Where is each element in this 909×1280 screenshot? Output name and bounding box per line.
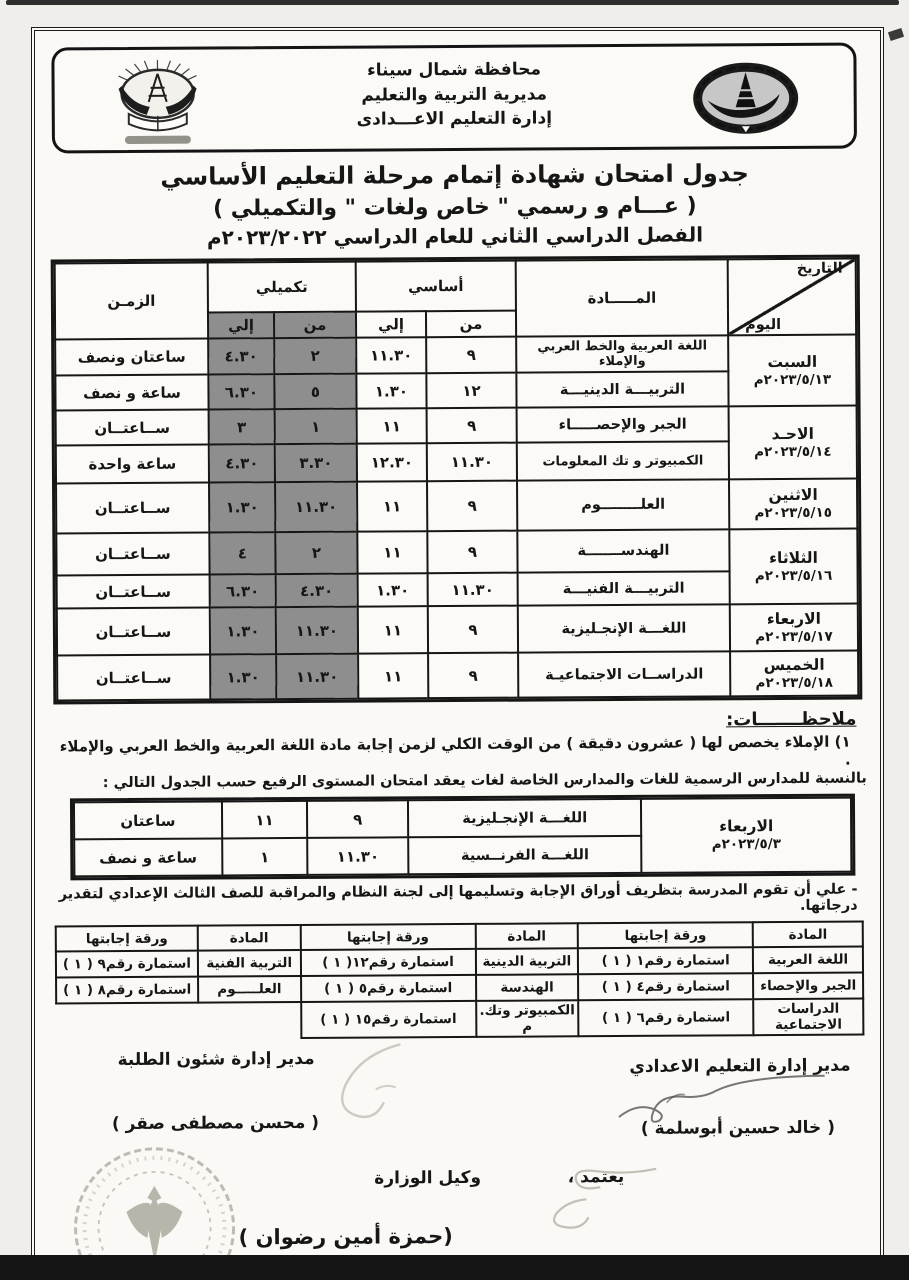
sheet-col-header: ورقة إجابتها	[300, 924, 475, 950]
supp-from-cell: ٢	[274, 338, 356, 375]
subject-cell: الدراسات الاجتماعية	[753, 999, 863, 1036]
subject-col-header: المادة	[753, 922, 863, 948]
subject-col-header: المادة	[475, 923, 578, 949]
basic-from-cell: ١٢	[426, 373, 516, 409]
basic-from-header: من	[426, 311, 516, 338]
answer-sheets-table	[55, 921, 865, 1041]
supp-to-cell: ٣	[209, 409, 275, 444]
left-signer-name: ( محسن مصطفى صقر )	[111, 1112, 320, 1135]
directorate-line: مديرية التربية والتعليم	[361, 84, 548, 106]
duration-cell: ســاعتــان	[56, 483, 209, 534]
subject-cell: الجبر والإحصـــــاء	[517, 406, 729, 442]
sheet-cell: استمارة رقم٥ ( ١ )	[301, 975, 476, 1002]
letterhead-box	[51, 43, 857, 154]
sheet-cell: استمارة رقم١ ( ١ )	[578, 947, 753, 974]
day-cell: الاحـد ٢٠٢٣/٥/١٤م	[729, 406, 857, 480]
subject-cell: الكمبيوتر و تك المعلومات	[517, 441, 729, 480]
subject-cell: التربية الدينية	[476, 948, 579, 975]
governorate-line: محافظة شمال سيناء	[366, 59, 542, 81]
subject-cell: الكمبيوتر وتك. م	[476, 1000, 579, 1037]
from-cell: ٩	[307, 800, 408, 838]
from-cell: ١١.٣٠	[307, 837, 408, 875]
right-signer-name: ( خالد حسين أبوسلمة )	[640, 1117, 836, 1139]
basic-to-cell: ١.٣٠	[358, 573, 428, 606]
administration-line: إدارة التعليم الاعـــدادى	[356, 108, 553, 130]
duration-cell: ســاعتــان	[57, 655, 210, 701]
supp-from-header: من	[274, 312, 356, 339]
duration-cell: ساعة و نصف	[55, 375, 208, 411]
basic-from-cell: ١١.٣٠	[427, 443, 517, 482]
basic-header: أساسي	[356, 261, 516, 312]
day-cell: الاربعاء ٢٠٢٣/٥/١٧م	[730, 604, 858, 652]
basic-from-cell: ١١.٣٠	[428, 573, 518, 607]
exam-schedule-table-wrap	[51, 255, 863, 705]
deputy-title: وكيل الوزارة	[374, 1167, 482, 1189]
level-exam-table	[73, 797, 852, 878]
supp-from-cell: ١١.٣٠	[275, 482, 357, 532]
day-cell: الاثنين ٢٠٢٣/٥/١٥م	[729, 479, 857, 530]
sheet-cell: استمارة رقم٤ ( ١ )	[578, 973, 753, 1000]
duration-header: الزمـن	[55, 263, 208, 340]
basic-to-header: إلي	[356, 311, 426, 337]
sheet-cell: استمارة رقم٦ ( ١ )	[578, 999, 753, 1036]
subject-cell: الدراســات الاجتماعيـة	[518, 651, 730, 697]
basic-to-cell: ١٢.٣٠	[357, 443, 427, 481]
subject-cell: اللغـــة الإنجـليزية	[408, 799, 641, 837]
document-subtitle: ( عـــام و رسمي " خاص ولغات " والتكميلي )	[212, 193, 697, 222]
sheet-cell: استمارة رقم٨ ( ١ )	[56, 977, 198, 1004]
subject-cell: التربيـــة الدينيـــة	[516, 371, 728, 407]
empty-cell	[56, 1003, 198, 1040]
day-cell: الخميس ٢٠٢٣/٥/١٨م	[730, 651, 858, 697]
pencil-signature-icon	[516, 1159, 676, 1240]
subject-cell: التربيـــة الفنيـــة	[518, 571, 730, 605]
document-title: جدول امتحان شهادة إتمام مرحلة التعليم الأساسي	[160, 159, 750, 191]
supp-to-header: إلي	[208, 312, 274, 338]
supp-to-cell: ٦.٣٠	[208, 374, 274, 409]
supp-from-cell: ٢	[275, 532, 357, 575]
subject-cell: اللغـــة الفرنــسية	[408, 836, 641, 874]
subject-header: المـــــادة	[516, 259, 728, 336]
subject-cell: العلـــــوم	[198, 976, 301, 1003]
subject-cell: الجبر والإحصاء	[753, 973, 863, 1000]
left-signer-title: مدير إدارة شئون الطلبة	[117, 1048, 315, 1071]
supp-to-cell: ٤.٣٠	[208, 338, 274, 374]
supp-from-cell: ٣.٣٠	[275, 444, 357, 483]
deputy-name: (حمزة أمين رضوان )	[238, 1224, 453, 1250]
duration-cell: ســاعتــان	[56, 410, 209, 446]
term-line: الفصل الدراسي الثاني للعام الدراسي ٢٠٢٣/٢٠٢٢م	[206, 222, 704, 250]
basic-to-cell: ١١.٣٠	[356, 337, 426, 373]
supp-to-cell: ٦.٣٠	[210, 574, 276, 607]
preparatory-education-seal-icon	[689, 60, 801, 141]
day-cell: السبت ٢٠٢٣/٥/١٣م	[728, 335, 856, 407]
basic-to-cell: ١١	[357, 408, 427, 443]
sheet-cell: استمارة رقم٩ ( ١ )	[56, 951, 198, 978]
approve-word: يعتمد ،	[567, 1166, 625, 1188]
subject-cell: اللغة العربية	[753, 947, 863, 974]
faint-signature-icon	[305, 1034, 426, 1130]
sheet-col-header: ورقة إجابتها	[578, 922, 753, 948]
note-dictation: ١) الإملاء يخصص لها ( عشرون دقيقة ) من الوقت الكلي لزمن إجابة مادة اللغة العربية والخط العربي والإملاء .	[59, 732, 851, 769]
day-cell: الاربعاء ٢٠٢٣/٥/٣م	[641, 798, 851, 873]
supp-to-cell: ١.٣٠	[210, 607, 276, 654]
to-cell: ١١	[222, 801, 308, 839]
empty-cell	[198, 1002, 301, 1039]
sheet-cell: استمارة رقم١٥ ( ١ )	[301, 1001, 476, 1038]
basic-from-cell: ٩	[428, 653, 518, 699]
supp-from-cell: ٤.٣٠	[276, 574, 358, 608]
right-signer-title: مدير إدارة التعليم الاعدادي	[629, 1055, 851, 1077]
level-exam-table-wrap	[70, 794, 855, 881]
supp-from-cell: ٥	[274, 374, 356, 410]
supplementary-header: تكميلي	[208, 262, 356, 313]
basic-from-cell: ٩	[427, 481, 517, 532]
education-directorate-emblem-icon	[88, 53, 227, 152]
duration-cell: ســاعتــان	[57, 575, 210, 609]
duration-cell: ساعتان	[74, 801, 222, 839]
supp-to-cell: ١.٣٠	[210, 654, 276, 699]
document-page	[31, 27, 884, 1259]
to-cell: ١	[222, 838, 308, 876]
basic-from-cell: ٩	[428, 606, 518, 654]
basic-to-cell: ١١	[357, 531, 427, 573]
exam-schedule-table	[54, 258, 860, 702]
supp-from-cell: ١١.٣٠	[276, 654, 358, 700]
basic-to-cell: ١١	[357, 481, 427, 531]
supp-from-cell: ١١.٣٠	[276, 607, 358, 655]
basic-to-cell: ١١	[358, 606, 428, 653]
scan-edge-artifact	[6, 0, 899, 5]
basic-from-cell: ٩	[427, 408, 517, 444]
day-header-label: اليوم	[745, 317, 782, 334]
duration-cell: ســاعتــان	[57, 608, 210, 656]
subject-cell: العلــــــــوم	[517, 479, 729, 530]
subject-cell: اللغة العربية والخط العربي والإملاء	[516, 335, 728, 372]
supp-to-cell: ١.٣٠	[209, 482, 275, 532]
notes-heading: ملاحظـــــــات:	[725, 708, 857, 731]
day-cell: الثلاثاء ٢٠٢٣/٥/١٦م	[729, 529, 857, 605]
basic-to-cell: ١.٣٠	[356, 373, 426, 408]
basic-from-cell: ٩	[426, 337, 516, 374]
note-language-schools: بالنسبة للمدارس الرسمية للغات والمدارس الخاصة لغات يعقد امتحان المستوى الرفيع حسب الجدول التالي :	[102, 770, 867, 792]
duration-cell: ساعة و نصف	[74, 838, 222, 876]
date-day-header	[728, 259, 856, 336]
document-content	[31, 28, 883, 1257]
scan-bottom-edge	[0, 1255, 909, 1280]
duration-cell: ساعة واحدة	[56, 445, 209, 484]
basic-from-cell: ٩	[427, 531, 517, 574]
date-header-label: التاريخ	[796, 260, 843, 277]
emblem-caption	[125, 136, 191, 144]
sheet-cell: استمارة رقم١٢( ١ )	[300, 949, 475, 976]
note-envelopes: - علي أن تقوم المدرسة بتظريف أوراق الإجابة وتسليمها إلى لجنة النظام والمراقبة للصف الثالث الإعدادي لتقدير درجاتها.	[58, 881, 858, 914]
sheet-col-header: ورقة إجابتها	[56, 926, 198, 952]
supp-to-cell: ٤.٣٠	[209, 444, 275, 482]
subject-col-header: المادة	[198, 925, 301, 951]
subject-cell: الهندســـــــة	[517, 529, 729, 572]
duration-cell: ساعتان ونصف	[55, 339, 208, 376]
supp-from-cell: ١	[275, 409, 357, 445]
subject-cell: اللغـــة الإنجـليزية	[518, 604, 730, 652]
basic-to-cell: ١١	[358, 653, 428, 698]
signature-block	[55, 1040, 866, 1280]
duration-cell: ســاعتــان	[56, 533, 209, 576]
subject-cell: الهندسة	[476, 974, 579, 1001]
scan-corner-artifact	[888, 28, 904, 41]
subject-cell: التربية الفنية	[198, 950, 301, 977]
supp-to-cell: ٤	[209, 532, 275, 574]
